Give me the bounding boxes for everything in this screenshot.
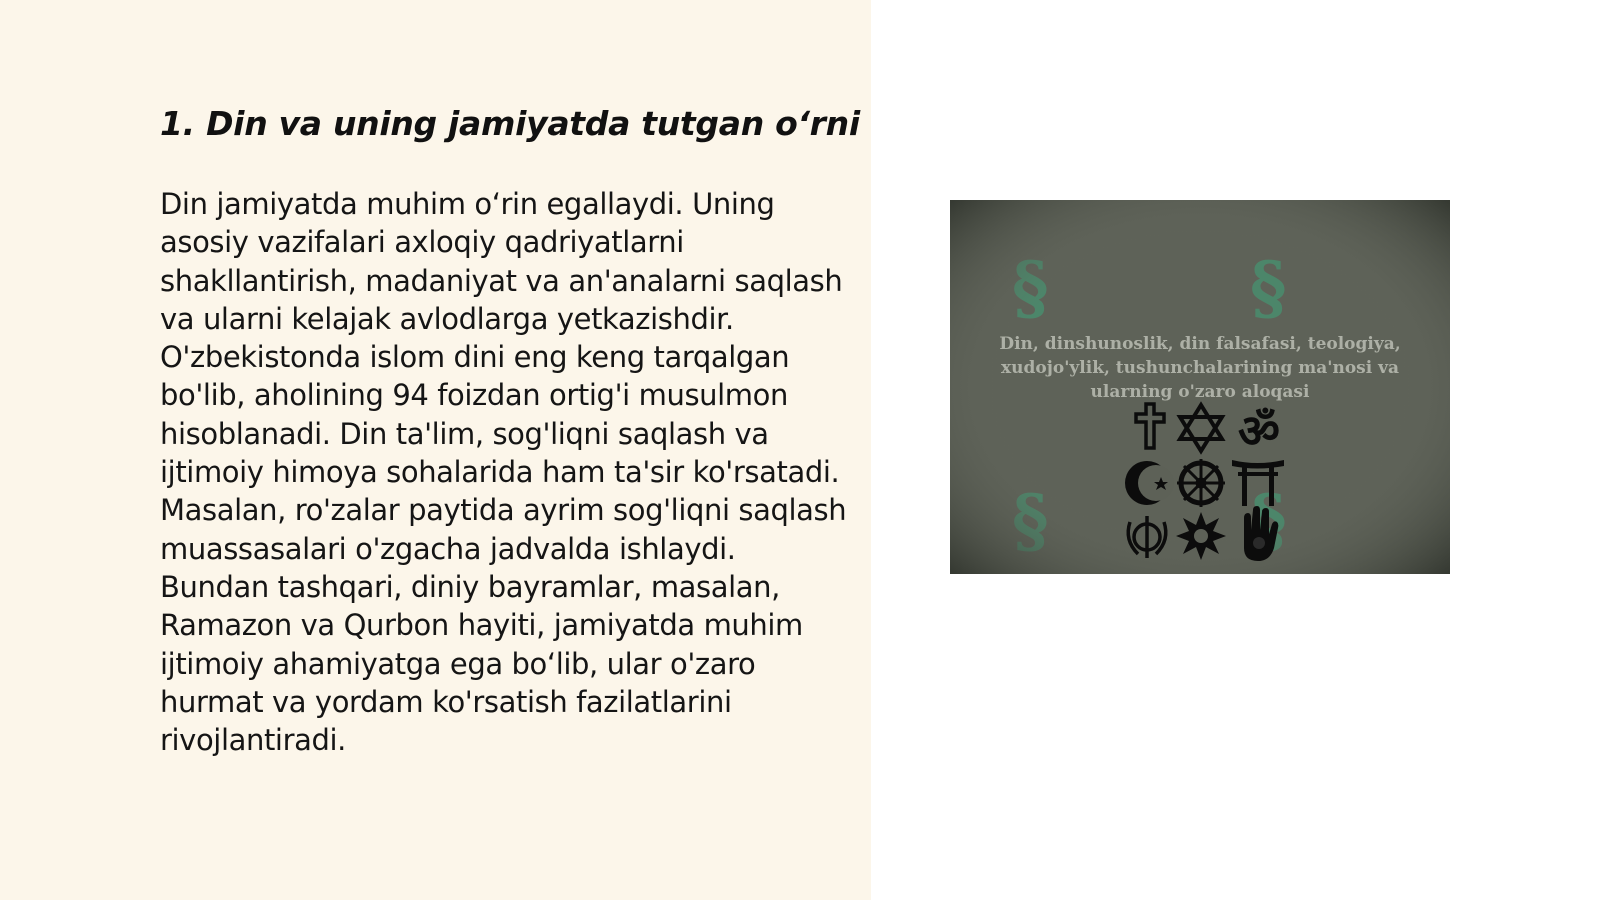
om-icon: ॐ [1238,404,1280,458]
dharma-wheel-icon [1177,459,1225,507]
image-caption: Din, dinshunoslik, din falsafasi, teologiya, xudojo'ylik, tushunchalarining ma'nosi va ularning o'zaro aloqasi [999,334,1401,402]
slide-body-text: Din jamiyatda muhim o‘rin egallaydi. Uning asosiy vazifalari axloqiy qadriyatlarni shakllantirish, madaniyat va an'analarni saqlash va ularni kelajak avlodlarga yetkazishdir. O'zbekistonda islom dini eng keng tarqalgan bo'lib, aholining 94 foizdan ortig'i musulmon hisoblanadi. Din ta'lim, sog'liqni saqlash va ijtimoiy himoya sohalarida ham ta'sir ko'rsatadi. Masalan, ro'zalar paytida ayrim sog'liqni saqlash muassasalari o'zgacha jadvalda ishlaydi. Bundan tashqari, diniy bayramlar, masalan, Ramazon va Qurbon hayiti, jamiyatda muhim ijtimoiy ahamiyatga ega bo‘lib, ular o'zaro hurmat va yordam ko'rsatish fazilatlarini rivojlantiradi. [160,187,847,758]
religion-symbols-image [950,200,1450,574]
slide-title: 1. Din va uning jamiyatda tutgan o‘rni [160,104,860,143]
